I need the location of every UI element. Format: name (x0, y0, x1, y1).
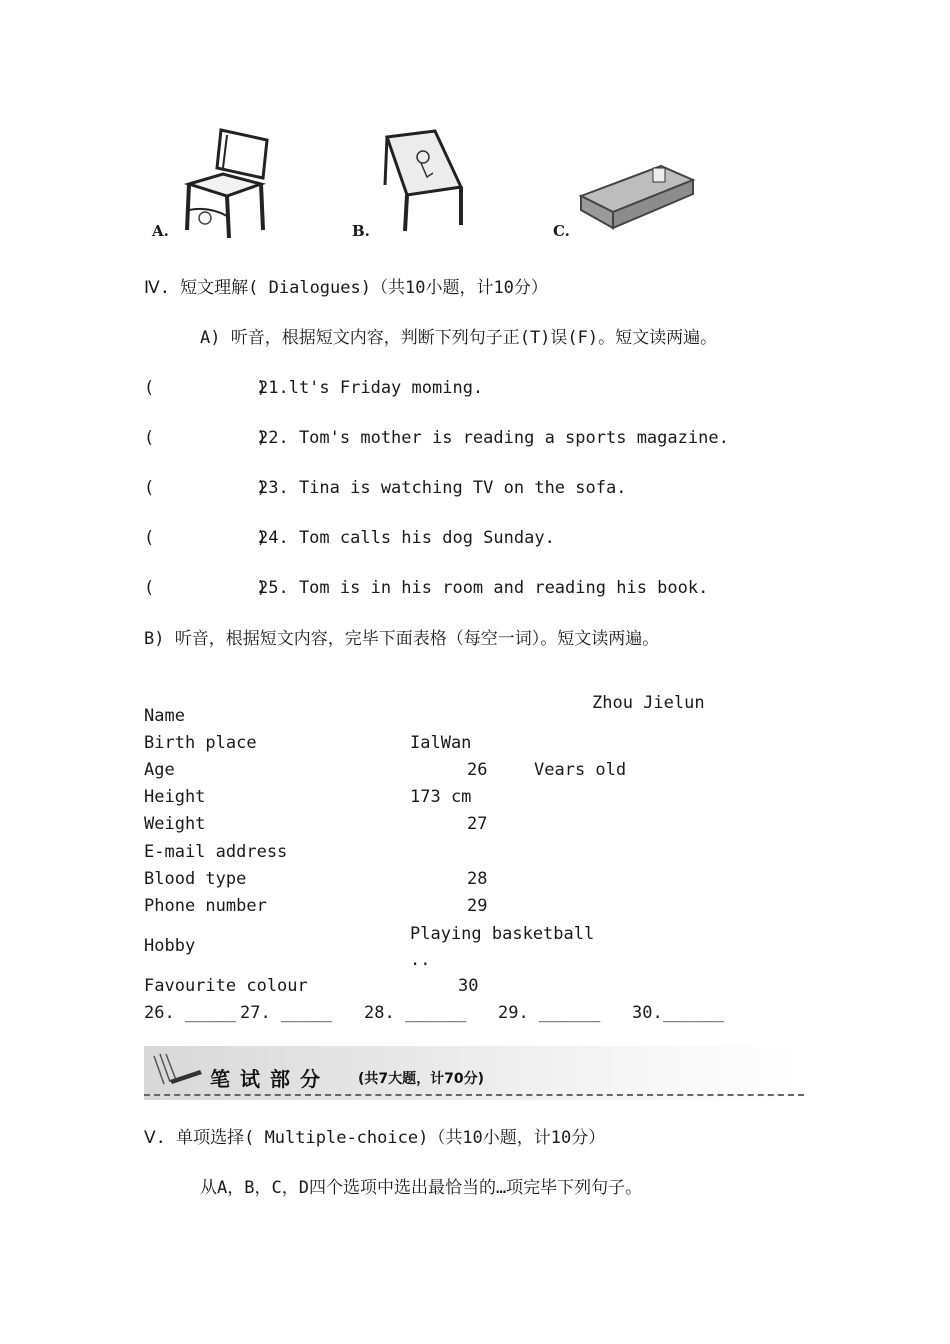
table-label-blood-type: Blood type (144, 869, 247, 889)
banner-title: 笔试部分 (210, 1067, 330, 1091)
sofa-picture (575, 150, 700, 235)
table-label-email: E-mail address (144, 842, 288, 862)
table-label-favourite-colour: Favourite colour (144, 976, 308, 996)
table-value-favourite-colour: 30 (458, 976, 479, 996)
table-value-hobby: Playing basketball (410, 924, 595, 944)
table-hobby-dots: .. (410, 950, 431, 970)
answer-blank[interactable]: ( ) (144, 478, 267, 498)
table-value-height: 173 cm (410, 787, 472, 807)
picture-label-a: A. (152, 222, 169, 240)
question-item: 22. Tom's mother is reading a sports magazine. (258, 428, 729, 448)
answer-29[interactable]: 29. ______ (498, 1003, 601, 1023)
table-value-weight: 27 (467, 814, 488, 834)
desk-picture (375, 125, 475, 235)
pen-icon (150, 1050, 204, 1090)
table-label-height: Height (144, 787, 206, 807)
table-label-age: Age (144, 760, 175, 780)
table-label-phone: Phone number (144, 896, 267, 916)
answer-26[interactable]: 26. _____ (144, 1003, 237, 1023)
table-value-birth-place: IalWan (410, 733, 472, 753)
table-label-weight: Weight (144, 814, 206, 834)
banner-subtitle: (共7大题，计70分) (358, 1071, 485, 1087)
table-label-hobby: Hobby (144, 936, 196, 956)
table-label-birth-place: Birth place (144, 733, 257, 753)
answer-blank[interactable]: ( ) (144, 578, 267, 598)
table-value-name: Zhou Jielun (592, 693, 705, 713)
picture-label-c: C. (553, 222, 570, 240)
section-4-part-b-instruction: B) 听音，根据短文内容，完毕下面表格（每空一词）。短文读两遍。 (144, 629, 660, 649)
answer-28[interactable]: 28. ______ (364, 1003, 467, 1023)
question-item: 25. Tom is in his room and reading his book. (258, 578, 709, 598)
answer-blank[interactable]: ( ) (144, 428, 267, 448)
answer-blank[interactable]: ( ) (144, 378, 267, 398)
question-item: 24. Tom calls his dog Sunday. (258, 528, 555, 548)
table-age-unit: Vears old (534, 760, 627, 780)
table-label-name: Name (144, 706, 185, 726)
table-value-phone: 29 (467, 896, 488, 916)
picture-label-b: B. (352, 222, 370, 240)
question-item: 21.lt's Friday moming. (258, 378, 484, 398)
section-5-heading: Ⅴ. 单项选择( Multiple-choice)（共10小题，计10分） (144, 1128, 606, 1148)
answer-blank[interactable]: ( ) (144, 528, 267, 548)
banner-divider (144, 1094, 804, 1096)
table-value-age: 26 (467, 760, 488, 780)
section-4-part-a-instruction: A) 听音，根据短文内容，判断下列句子正(T)误(F)。短文读两遍。 (200, 328, 718, 348)
answer-30[interactable]: 30.______ (632, 1003, 725, 1023)
chair-picture (175, 120, 285, 240)
section-4-heading: Ⅳ. 短文理解( Dialogues)（共10小题，计10分） (144, 278, 548, 298)
table-value-blood-type: 28 (467, 869, 488, 889)
question-item: 23. Tina is watching TV on the sofa. (258, 478, 627, 498)
section-5-instruction: 从A，B，C，D四个选项中选出最恰当的…项完毕下列句子。 (200, 1178, 643, 1198)
answer-27[interactable]: 27. _____ (240, 1003, 333, 1023)
